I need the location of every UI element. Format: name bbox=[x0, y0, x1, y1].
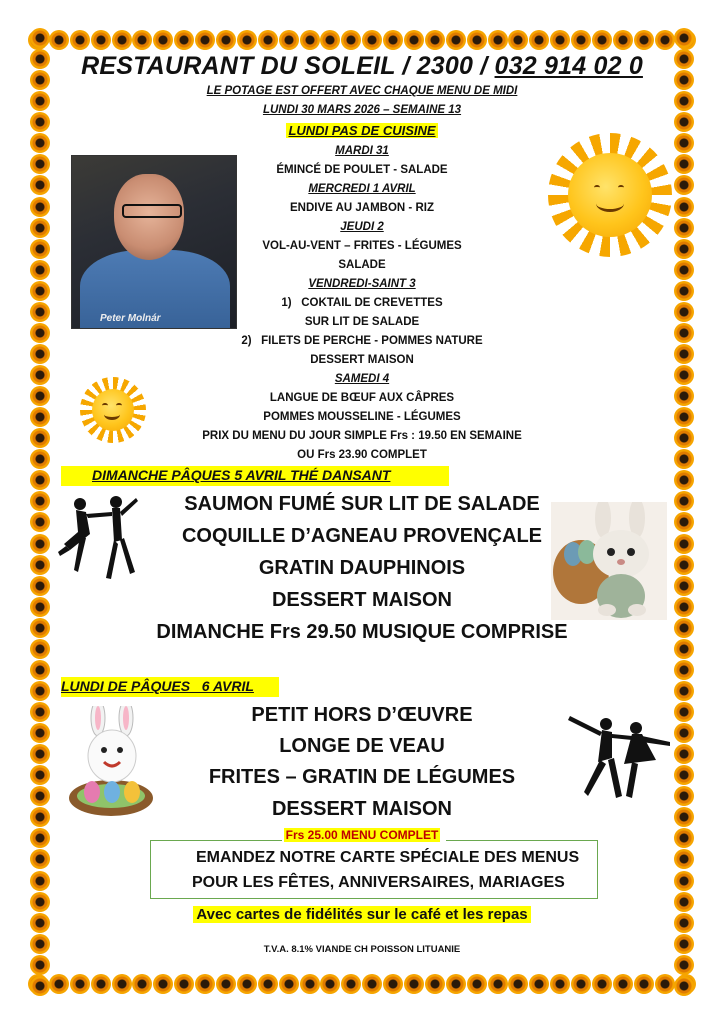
sunflower-icon bbox=[613, 30, 633, 50]
sunflower-icon bbox=[571, 30, 591, 50]
wednesday-dish: ENDIVE AU JAMBON - RIZ bbox=[290, 202, 434, 214]
sunflower-icon bbox=[132, 30, 152, 50]
sunflower-icon bbox=[174, 974, 194, 994]
saturday-dish-2: POMMES MOUSSELINE - LÉGUMES bbox=[263, 411, 461, 423]
sunflower-icon bbox=[634, 974, 654, 994]
sunflower-icon bbox=[674, 681, 694, 701]
tva-note: T.V.A. 8.1% VIANDE CH POISSON LITUANIE bbox=[263, 944, 461, 955]
sunflower-icon bbox=[613, 974, 633, 994]
sunflower-icon bbox=[634, 30, 654, 50]
sunflower-icon bbox=[112, 30, 132, 50]
easter-sunday-item: COQUILLE D’AGNEAU PROVENÇALE bbox=[181, 525, 543, 547]
sunflower-icon bbox=[132, 974, 152, 994]
special-menus-line-2: POUR LES FÊTES, ANNIVERSAIRES, MARIAGES bbox=[192, 874, 565, 891]
special-menus-line-1: EMANDEZ NOTRE CARTE SPÉCIALE DES MENUS bbox=[196, 849, 580, 866]
sunflower-icon bbox=[404, 30, 424, 50]
sunflower-icon bbox=[300, 30, 320, 50]
special-menus-box-top bbox=[446, 840, 597, 841]
sunflower-icon bbox=[30, 470, 50, 490]
sunflower-icon bbox=[112, 974, 132, 994]
easter-bunny-icon bbox=[551, 502, 667, 620]
photo-glasses bbox=[122, 204, 182, 218]
potage-note: LE POTAGE EST OFFERT AVEC CHAQUE MENU DE MIDI bbox=[206, 85, 518, 97]
easter-monday-price: Frs 25.00 MENU COMPLET bbox=[285, 828, 439, 842]
sunflower-icon bbox=[529, 974, 549, 994]
sunflower-icon bbox=[425, 30, 445, 50]
sunflower-icon bbox=[592, 974, 612, 994]
special-menus-box-top bbox=[150, 840, 282, 841]
sunflower-icon bbox=[30, 871, 50, 891]
sunflower-icon bbox=[30, 28, 50, 48]
sunflower-icon bbox=[153, 30, 173, 50]
sunflower-icon bbox=[674, 976, 694, 996]
sunflower-icon bbox=[30, 660, 50, 680]
easter-sunday-item: GRATIN DAUPHINOIS bbox=[258, 557, 466, 579]
sunflower-icon bbox=[279, 974, 299, 994]
easter-monday-item: LONGE DE VEAU bbox=[279, 735, 445, 757]
easter-sunday-heading: DIMANCHE PÂQUES 5 AVRIL THÉ DANSANT bbox=[92, 467, 391, 483]
chef-photo bbox=[71, 155, 237, 329]
loyalty-note: Avec cartes de fidélités sur le café et les repas bbox=[193, 906, 530, 923]
sunflower-icon bbox=[488, 974, 508, 994]
border-top bbox=[28, 28, 696, 52]
easter-monday-item: DESSERT MAISON bbox=[271, 798, 453, 820]
sunflower-icon bbox=[446, 974, 466, 994]
sunflower-icon bbox=[258, 30, 278, 50]
sunflower-icon bbox=[550, 974, 570, 994]
sunflower-icon bbox=[674, 849, 694, 869]
sunflower-icon bbox=[216, 30, 236, 50]
saturday-label: SAMEDI 4 bbox=[334, 373, 390, 385]
option-number: 1) bbox=[281, 297, 292, 309]
sunflower-icon bbox=[91, 974, 111, 994]
sunflower-icon bbox=[425, 974, 445, 994]
sunflower-icon bbox=[467, 30, 487, 50]
photo-caption: Peter Molnár bbox=[100, 313, 161, 324]
sunflower-icon bbox=[30, 849, 50, 869]
option-number: 2) bbox=[241, 335, 252, 347]
thursday-dish-2: SALADE bbox=[338, 259, 386, 271]
sunflower-icon bbox=[529, 30, 549, 50]
sunflower-icon bbox=[30, 976, 50, 996]
wednesday-label: MERCREDI 1 AVRIL bbox=[308, 183, 416, 195]
sunflower-icon bbox=[592, 30, 612, 50]
option-text: FILETS DE PERCHE - POMMES NATURE bbox=[261, 335, 483, 347]
sunflower-icon bbox=[237, 974, 257, 994]
sunflower-icon bbox=[341, 30, 361, 50]
easter-monday-item: FRITES – GRATIN DE LÉGUMES bbox=[208, 766, 516, 788]
price-simple: PRIX DU MENU DU JOUR SIMPLE Frs : 19.50 EN SEMAINE bbox=[202, 430, 522, 442]
sunflower-icon bbox=[70, 30, 90, 50]
sunflower-icon bbox=[279, 30, 299, 50]
friday-dessert: DESSERT MAISON bbox=[310, 354, 414, 366]
week-date: LUNDI 30 MARS 2026 – SEMAINE 13 bbox=[262, 104, 462, 116]
sunflower-icon bbox=[674, 470, 694, 490]
dancing-couple-icon bbox=[566, 712, 674, 804]
sunflower-icon bbox=[488, 30, 508, 50]
restaurant-name: RESTAURANT DU SOLEIL / 2300 / bbox=[81, 52, 495, 80]
phone-number: 032 914 02 0 bbox=[494, 52, 643, 80]
sunflower-icon bbox=[153, 974, 173, 994]
sunflower-icon bbox=[320, 974, 340, 994]
dancing-couple-icon bbox=[56, 494, 140, 586]
easter-monday-item: PETIT HORS D’ŒUVRE bbox=[251, 704, 473, 726]
sunflower-icon bbox=[446, 30, 466, 50]
friday-option-2 bbox=[0, 335, 724, 347]
border-bottom bbox=[28, 972, 696, 996]
sunflower-icon bbox=[674, 955, 694, 975]
thursday-dish-1: VOL-AU-VENT – FRITES - LÉGUMES bbox=[262, 240, 462, 252]
thursday-label: JEUDI 2 bbox=[340, 221, 384, 233]
sunflower-icon bbox=[320, 30, 340, 50]
saturday-dish-1: LANGUE DE BŒUF AUX CÂPRES bbox=[269, 392, 455, 404]
sunflower-icon bbox=[237, 30, 257, 50]
option-text: COKTAIL DE CREVETTES bbox=[301, 297, 443, 309]
price-complete: OU Frs 23.90 COMPLET bbox=[297, 449, 427, 461]
sunflower-icon bbox=[30, 681, 50, 701]
easter-monday-heading: LUNDI DE PÂQUES 6 AVRIL bbox=[61, 678, 254, 694]
tuesday-dish: ÉMINCÉ DE POULET - SALADE bbox=[276, 164, 448, 176]
easter-sunday-item: SAUMON FUMÉ SUR LIT DE SALADE bbox=[184, 493, 540, 515]
sun-icon bbox=[548, 133, 672, 257]
sunflower-icon bbox=[383, 30, 403, 50]
sunflower-icon bbox=[508, 30, 528, 50]
tuesday-label: MARDI 31 bbox=[335, 145, 389, 157]
sunflower-icon bbox=[362, 30, 382, 50]
sunflower-icon bbox=[300, 974, 320, 994]
sunflower-icon bbox=[362, 974, 382, 994]
sunflower-icon bbox=[404, 974, 424, 994]
sunflower-icon bbox=[174, 30, 194, 50]
sunflower-icon bbox=[258, 974, 278, 994]
sunflower-icon bbox=[91, 30, 111, 50]
sunflower-icon bbox=[195, 974, 215, 994]
easter-sunday-price: DIMANCHE Frs 29.50 MUSIQUE COMPRISE bbox=[156, 621, 568, 643]
page-title bbox=[0, 52, 724, 81]
sunflower-icon bbox=[70, 974, 90, 994]
sunflower-icon bbox=[467, 974, 487, 994]
sunflower-icon bbox=[195, 30, 215, 50]
sun-icon bbox=[80, 377, 146, 443]
sunflower-icon bbox=[550, 30, 570, 50]
sunflower-icon bbox=[383, 974, 403, 994]
sunflower-icon bbox=[571, 974, 591, 994]
sunflower-icon bbox=[674, 660, 694, 680]
friday-label: VENDREDI-SAINT 3 bbox=[308, 278, 416, 290]
easter-sunday-item: DESSERT MAISON bbox=[271, 589, 453, 611]
sunflower-icon bbox=[341, 974, 361, 994]
sunflower-icon bbox=[216, 974, 236, 994]
sunflower-icon bbox=[30, 955, 50, 975]
easter-bunny-icon bbox=[62, 706, 160, 818]
friday-option-1b: SUR LIT DE SALADE bbox=[304, 316, 420, 328]
sunflower-icon bbox=[508, 974, 528, 994]
monday-closed: LUNDI PAS DE CUISINE bbox=[288, 123, 436, 138]
sunflower-icon bbox=[674, 871, 694, 891]
sunflower-icon bbox=[674, 28, 694, 48]
